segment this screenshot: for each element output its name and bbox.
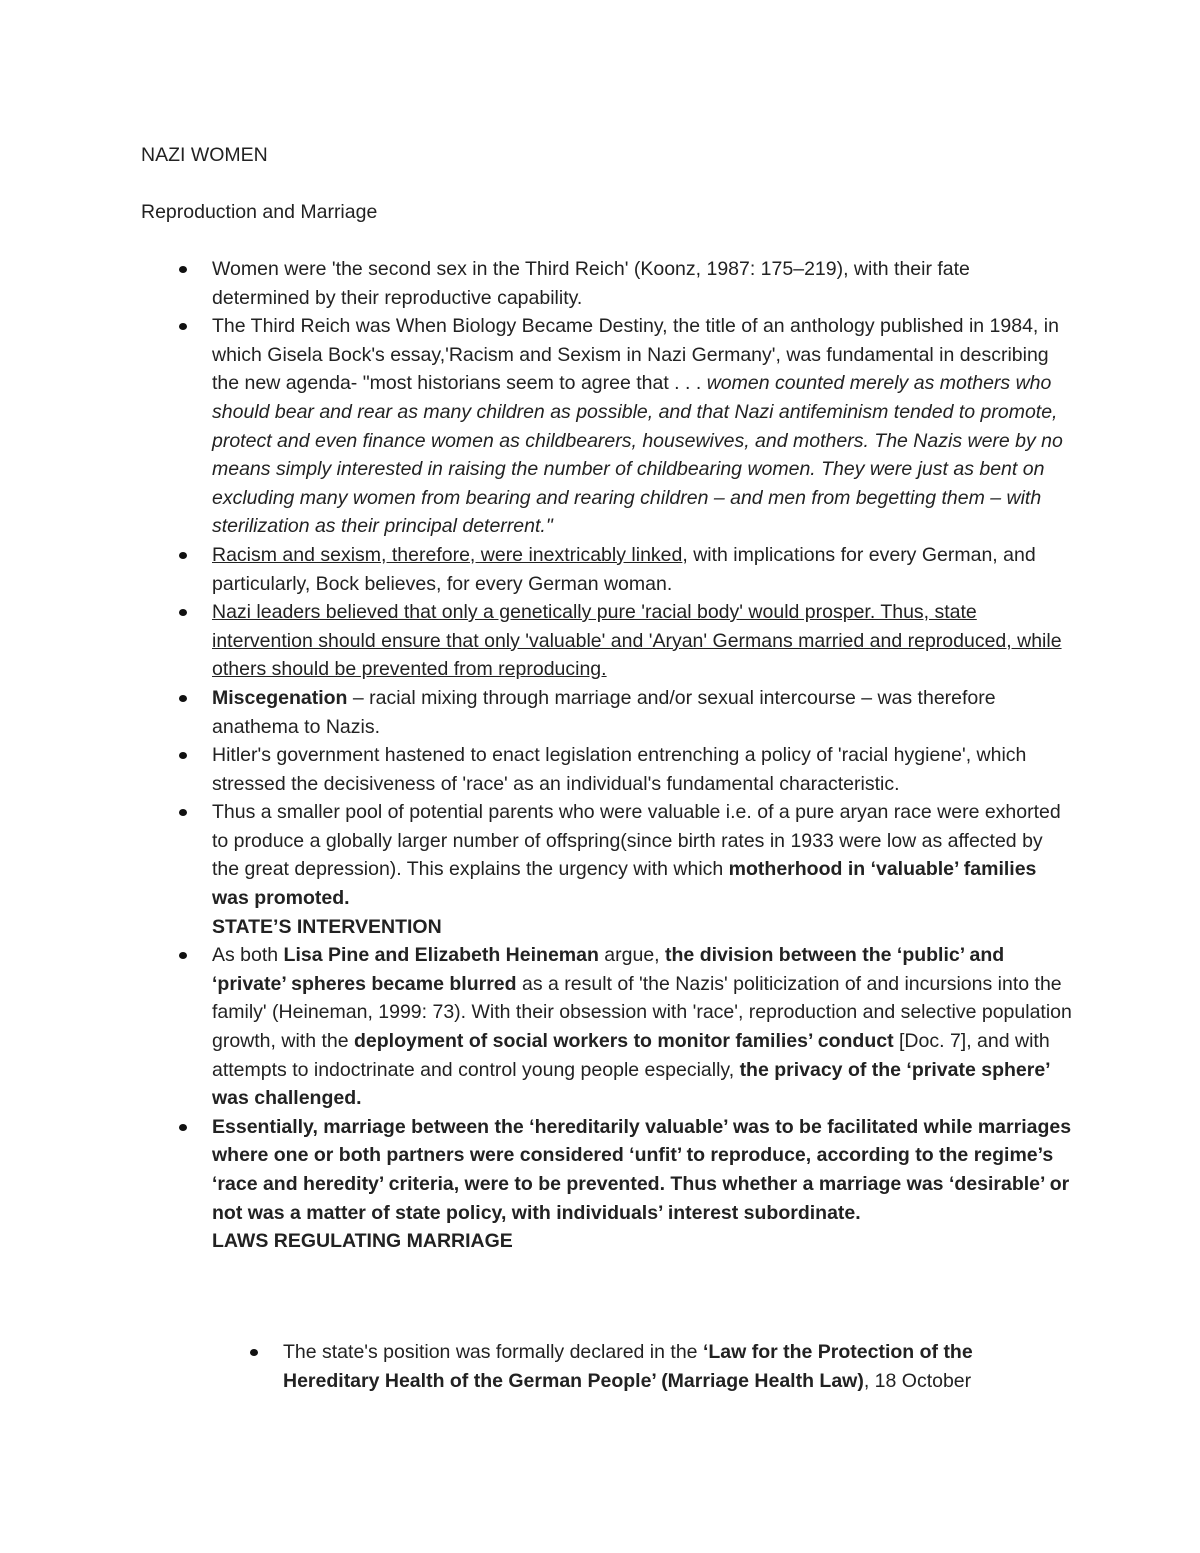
list-item [212, 312, 1072, 541]
bold-text: Essentially, marriage between the ‘hereditarily valuable’ was to be facilitated while marriages where one or both partners were considered ‘unfit’ to reproduce, according to the regime’s ‘race and heredity’ criteria, were to be prevented. Thus whether a marriage was ‘desirable’ or not was a matter of state policy, with individuals’ interest subordinate. [212, 1115, 1072, 1224]
section-heading-state-intervention: STATE’S INTERVENTION [212, 915, 442, 938]
list-item [212, 684, 1072, 741]
list-item [212, 941, 1072, 1113]
list-item [283, 1338, 1073, 1395]
bullet-text: – racial mixing through marriage and/or sexual intercourse – was therefore anathema to Nazis. [212, 686, 996, 738]
document-title: NAZI WOMEN [141, 144, 268, 166]
bold-text: Lisa Pine and Elizabeth Heineman [283, 944, 599, 967]
bold-text: the division between the ‘public’ and ‘private’ spheres became blurred [212, 944, 1005, 995]
bold-text: the privacy of the ‘private sphere’ was challenged. [212, 1058, 1050, 1110]
bullet-icon [179, 609, 187, 616]
bullet-text: Thus a smaller pool of potential parents who were valuable i.e. of a pure aryan race were exhorted to produce a globally larger number of offspring(since birth rates in 1933 were low as affected by the great depression). This explains the urgency with which [212, 801, 1061, 881]
bullet-text: Hitler's government hastened to enact legislation entrenching a policy of 'racial hygiene', which stressed the decisiveness of 'race' as an individual's fundamental characteristic. [212, 744, 1027, 795]
bullet-icon [179, 809, 187, 816]
bold-text: motherhood in ‘valuable’ families was promoted. [212, 858, 1037, 910]
list-item [212, 541, 1072, 598]
bullet-icon [179, 952, 187, 959]
bullet-text: [Doc. 7], and with attempts to indoctrinate and control young people especially, [212, 1030, 1050, 1081]
bullet-icon [179, 266, 187, 273]
sub-bullet-list [283, 1338, 1073, 1395]
section-subtitle: Reproduction and Marriage [141, 201, 378, 223]
bullet-icon [179, 695, 187, 702]
list-item [212, 255, 1072, 312]
bold-term: Miscegenation [212, 686, 348, 709]
bullet-text: The Third Reich was When Biology Became Destiny, the title of an anthology published in 1984, in which Gisela Bock's essay,'Racism and Sexism in Nazi Germany', was fundamental in describing the new agenda- "most historians seem to agree that . . . [212, 315, 1059, 395]
underlined-text: Racism and sexism, therefore, were inextricably linked [212, 543, 683, 566]
bullet-icon [250, 1349, 258, 1356]
section-heading-laws: LAWS REGULATING MARRIAGE [212, 1230, 513, 1253]
bullet-text: The state's position was formally declared in the [283, 1341, 703, 1363]
list-item [212, 741, 1072, 798]
list-item [212, 1113, 1072, 1256]
list-item [212, 598, 1072, 684]
bullet-icon [179, 752, 187, 759]
list-item [212, 798, 1072, 941]
bold-text: deployment of social workers to monitor families’ conduct [353, 1030, 894, 1053]
bullet-text: As both [212, 944, 284, 967]
bullet-list [212, 255, 1072, 1256]
bullet-text: argue, [598, 944, 666, 967]
bullet-icon [179, 1124, 187, 1131]
bullet-icon [179, 323, 187, 330]
bold-text: ‘Law for the Protection of the Hereditary Health of the German People’ (Marriage Health Law) [283, 1341, 973, 1392]
bullet-text: , 18 October [863, 1369, 972, 1392]
bullet-icon [179, 552, 187, 559]
bullet-text: , with implications for every German, and particularly, Bock believes, for every German woman. [212, 543, 1036, 595]
bullet-quote: women counted merely as mothers who should bear and rear as many children as possible, and that Nazi antifeminism tended to promote, protect and even finance women as childbearers, housewives, and mothers. The Nazis were by no means simply interested in raising the number of childbearing women. They were just as bent on excluding many women from bearing and rearing children – and men from begetting them – with sterilization as their principal deterrent." [212, 372, 1063, 538]
bullet-text: as a result of 'the Nazis' politicization of and incursions into the family' (Heineman, 1999: 73). With their obsession with 'race', reproduction and selective population growth, with the [212, 972, 1072, 1053]
underlined-text: Nazi leaders believed that only a genetically pure 'racial body' would prosper. Thus, state intervention should ensure that only 'valuable' and 'Aryan' Germans married and reproduced, while others should be prevented from reproducing. [212, 601, 1062, 681]
bullet-text: Women were 'the second sex in the Third Reich' (Koonz, 1987: 175–219), with their fate determined by their reproductive capability. [212, 258, 970, 309]
